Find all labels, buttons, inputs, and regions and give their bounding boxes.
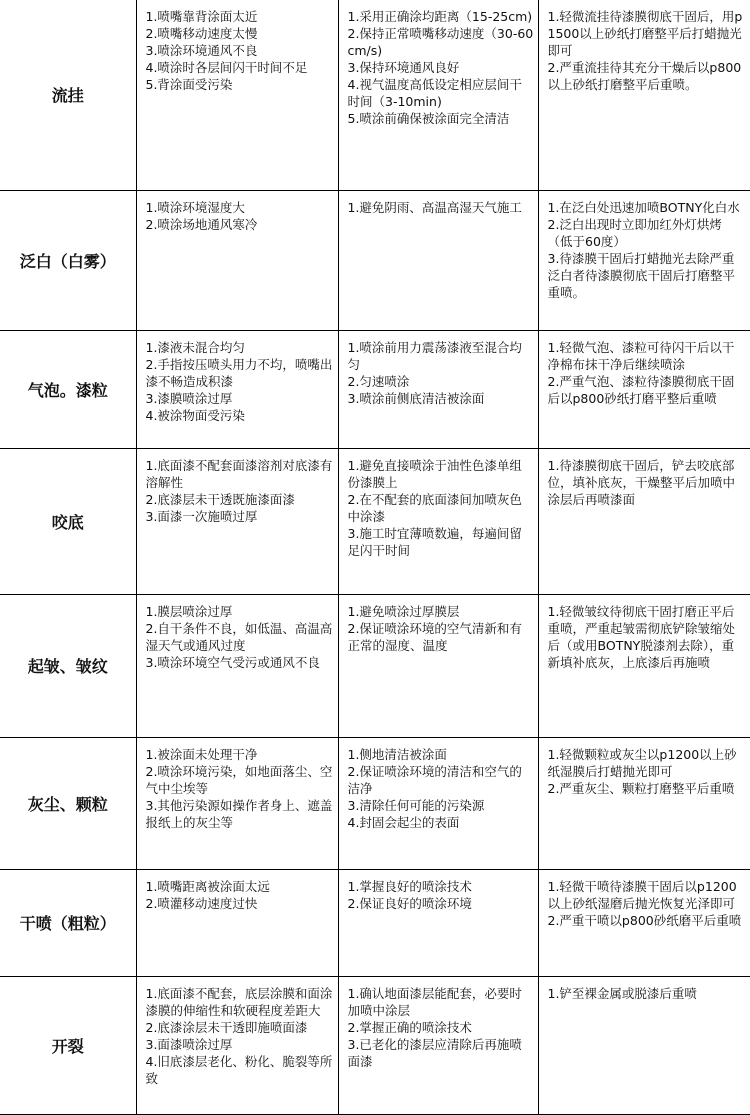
causes-item: 1.喷嘴靠背涂面太近: [145, 9, 258, 24]
prevention-item: 1.掌握良好的喷涂技术: [347, 878, 472, 894]
remedy-item: 2.严重气泡、漆粒待漆膜彻底干固后以p800砂纸打磨平整后重喷: [547, 373, 735, 406]
prevention-item: 1.侧地清洁被涂面: [347, 746, 447, 762]
defect-name: 干喷（粗粒）: [0, 869, 136, 976]
prevention-item: 3.已老化的漆层应清除后再施喷面漆: [347, 1036, 522, 1069]
prevention-item: 2.保持正常喷嘴移动速度（30-60cm/s): [347, 26, 534, 58]
causes-item: 2.喷灌移动速度过快: [145, 895, 258, 911]
prevention-cell: [338, 976, 538, 1114]
causes-item: 3.面漆一次施喷过厚: [145, 508, 258, 524]
prevention-item: 3.保持环境通风良好: [347, 60, 460, 75]
causes-item: 4.旧底漆层老化、粉化、脆裂等所致: [145, 1053, 333, 1086]
prevention-item: 2.保证良好的喷涂环境: [347, 895, 472, 911]
causes-item: 2.底漆涂层未干透即施喷面漆: [145, 1019, 308, 1035]
causes-item: 2.自干条件不良，如低温、高温高湿天气或通风过度: [145, 620, 333, 653]
remedy-cell: [538, 737, 750, 869]
causes-item: 4.喷涂时各层间闪干时间不足: [145, 60, 308, 75]
defect-name: 咬底: [0, 448, 136, 594]
causes-item: 1.底面漆不配套，底层涂膜和面涂漆膜的伸缩性和软硬程度差距大: [145, 985, 333, 1018]
prevention-item: 4.封固会起尘的表面: [347, 814, 460, 830]
causes-item: 2.喷涂场地通风寒冷: [145, 216, 258, 232]
causes-item: 1.喷涂环境湿度大: [145, 199, 245, 215]
prevention-item: 1.避免阴雨、高温高湿天气施工: [347, 199, 522, 215]
prevention-item: 1.避免直接喷涂于油性色漆单组份漆膜上: [347, 457, 522, 490]
causes-item: 3.喷涂环境通风不良: [145, 43, 258, 58]
causes-cell: [136, 0, 338, 190]
remedy-item: 1.铲至裸金属或脱漆后重喷: [547, 985, 697, 1001]
remedy-item: 1.轻微皱纹待彻底干固打磨正平后重喷，严重起皱需彻底铲除皱缩处后（或用BOTNY脱漆剂去除），重新填补底灰，上底漆后再施喷: [547, 603, 736, 670]
remedy-item: 2.严重流挂待其充分干燥后以p800以上砂纸打磨整平后重喷。: [547, 60, 742, 92]
causes-cell: [136, 976, 338, 1114]
prevention-item: 4.视气温度高低设定相应层间干时间（3-10min): [347, 77, 522, 109]
remedy-cell: [538, 0, 750, 190]
table-row: [0, 594, 750, 737]
causes-cell: [136, 869, 338, 976]
prevention-cell: [338, 869, 538, 976]
causes-item: 3.面漆喷涂过厚: [145, 1036, 233, 1052]
causes-cell: [136, 330, 338, 448]
table-row: [0, 0, 750, 190]
remedy-item: 1.轻微干喷待漆膜干固后以p1200以上砂纸湿磨后抛光恢复光泽即可: [547, 878, 737, 911]
defect-name: 起皱、皱纹: [0, 594, 136, 737]
defect-name: 开裂: [0, 976, 136, 1114]
prevention-item: 2.保证喷涂环境的空气清新和有正常的湿度、温度: [347, 620, 522, 653]
table-row: [0, 190, 750, 330]
remedy-cell: [538, 976, 750, 1114]
causes-item: 1.被涂面未处理干净: [145, 746, 258, 762]
causes-cell: [136, 448, 338, 594]
causes-item: 1.膜层喷涂过厚: [145, 603, 233, 619]
prevention-item: 1.采用正确涂均距离（15-25cm): [347, 9, 533, 24]
prevention-item: 2.匀速喷涂: [347, 373, 410, 389]
remedy-item: 1.轻微流挂待漆膜彻底干固后，用p1500以上砂纸打磨整平后打蜡抛光即可: [547, 9, 743, 58]
causes-item: 1.漆液未混合均匀: [145, 339, 245, 355]
causes-cell: [136, 190, 338, 330]
remedy-cell: [538, 448, 750, 594]
causes-item: 3.喷涂环境空气受污或通风不良: [145, 654, 320, 670]
causes-item: 2.手指按压喷头用力不均，喷嘴出漆不畅造成积漆: [145, 356, 333, 389]
prevention-item: 2.保证喷涂环境的清洁和空气的洁净: [347, 763, 522, 796]
causes-item: 1.底面漆不配套面漆溶剂对底漆有溶解性: [145, 457, 333, 490]
causes-item: 2.底漆层未干透既施漆面漆: [145, 491, 295, 507]
causes-item: 2.喷涂环境污染，如地面落尘、空气中尘埃等: [145, 763, 333, 796]
prevention-cell: [338, 330, 538, 448]
remedy-item: 2.严重灰尘、颗粒打磨整平后重喷: [547, 780, 735, 796]
prevention-item: 2.在不配套的底面漆间加喷灰色中涂漆: [347, 491, 522, 524]
remedy-cell: [538, 869, 750, 976]
causes-item: 1.喷嘴距离被涂面太远: [145, 878, 270, 894]
prevention-item: 1.避免喷涂过厚膜层: [347, 603, 460, 619]
remedy-cell: [538, 190, 750, 330]
prevention-cell: [338, 190, 538, 330]
prevention-item: 3.施工时宜薄喷数遍，每遍间留足闪干时间: [347, 525, 522, 558]
prevention-item: 3.喷涂前侧底清洁被涂面: [347, 390, 485, 406]
causes-cell: [136, 594, 338, 737]
table-row: [0, 448, 750, 594]
causes-item: 3.其他污染源如操作者身上、遮盖报纸上的灰尘等: [145, 797, 333, 830]
remedy-item: 1.轻微气泡、漆粒可待闪干后以干净棉布抹干净后继续喷涂: [547, 339, 735, 372]
remedy-item: 1.待漆膜彻底干固后，铲去咬底部位，填补底灰，干燥整平后加喷中涂层后再喷漆面: [547, 457, 736, 507]
table-row: [0, 330, 750, 448]
table-row: [0, 737, 750, 869]
prevention-cell: [338, 737, 538, 869]
remedy-item: 3.待漆膜干固后打蜡抛光去除严重泛白者待漆膜彻底干固后打磨整平重喷。: [547, 250, 736, 300]
remedy-item: 1.轻微颗粒或灰尘以p1200以上砂纸湿膜后打蜡抛光即可: [547, 746, 737, 779]
remedy-item: 2.严重干喷以p800砂纸磨平后重喷: [547, 912, 742, 928]
prevention-item: 3.清除任何可能的污染源: [347, 797, 485, 813]
prevention-cell: [338, 448, 538, 594]
remedy-cell: [538, 330, 750, 448]
table-row: [0, 869, 750, 976]
defect-name: 灰尘、颗粒: [0, 737, 136, 869]
defect-name: 气泡。漆粒: [0, 330, 136, 448]
table-row: [0, 976, 750, 1114]
causes-cell: [136, 737, 338, 869]
defect-name: 泛白（白雾）: [0, 190, 136, 330]
causes-item: 5.背涂面受污染: [145, 77, 233, 92]
prevention-cell: [338, 0, 538, 190]
causes-item: 3.漆膜喷涂过厚: [145, 390, 233, 406]
prevention-item: 1.喷涂前用力震荡漆液至混合均匀: [347, 339, 522, 372]
causes-item: 2.喷嘴移动速度太慢: [145, 26, 258, 41]
prevention-item: 1.确认地面漆层能配套，必要时加喷中涂层: [347, 985, 522, 1018]
prevention-item: 5.喷涂前确保被涂面完全清洁: [347, 111, 510, 126]
defect-name: 流挂: [0, 0, 136, 190]
prevention-cell: [338, 594, 538, 737]
remedy-item: 2.泛白出现时立即加红外灯烘烤（低于60度）: [547, 216, 722, 249]
causes-item: 4.被涂物面受污染: [145, 407, 245, 423]
prevention-item: 2.掌握正确的喷涂技术: [347, 1019, 472, 1035]
remedy-cell: [538, 594, 750, 737]
remedy-item: 1.在泛白处迅速加喷BOTNY化白水: [547, 199, 740, 215]
